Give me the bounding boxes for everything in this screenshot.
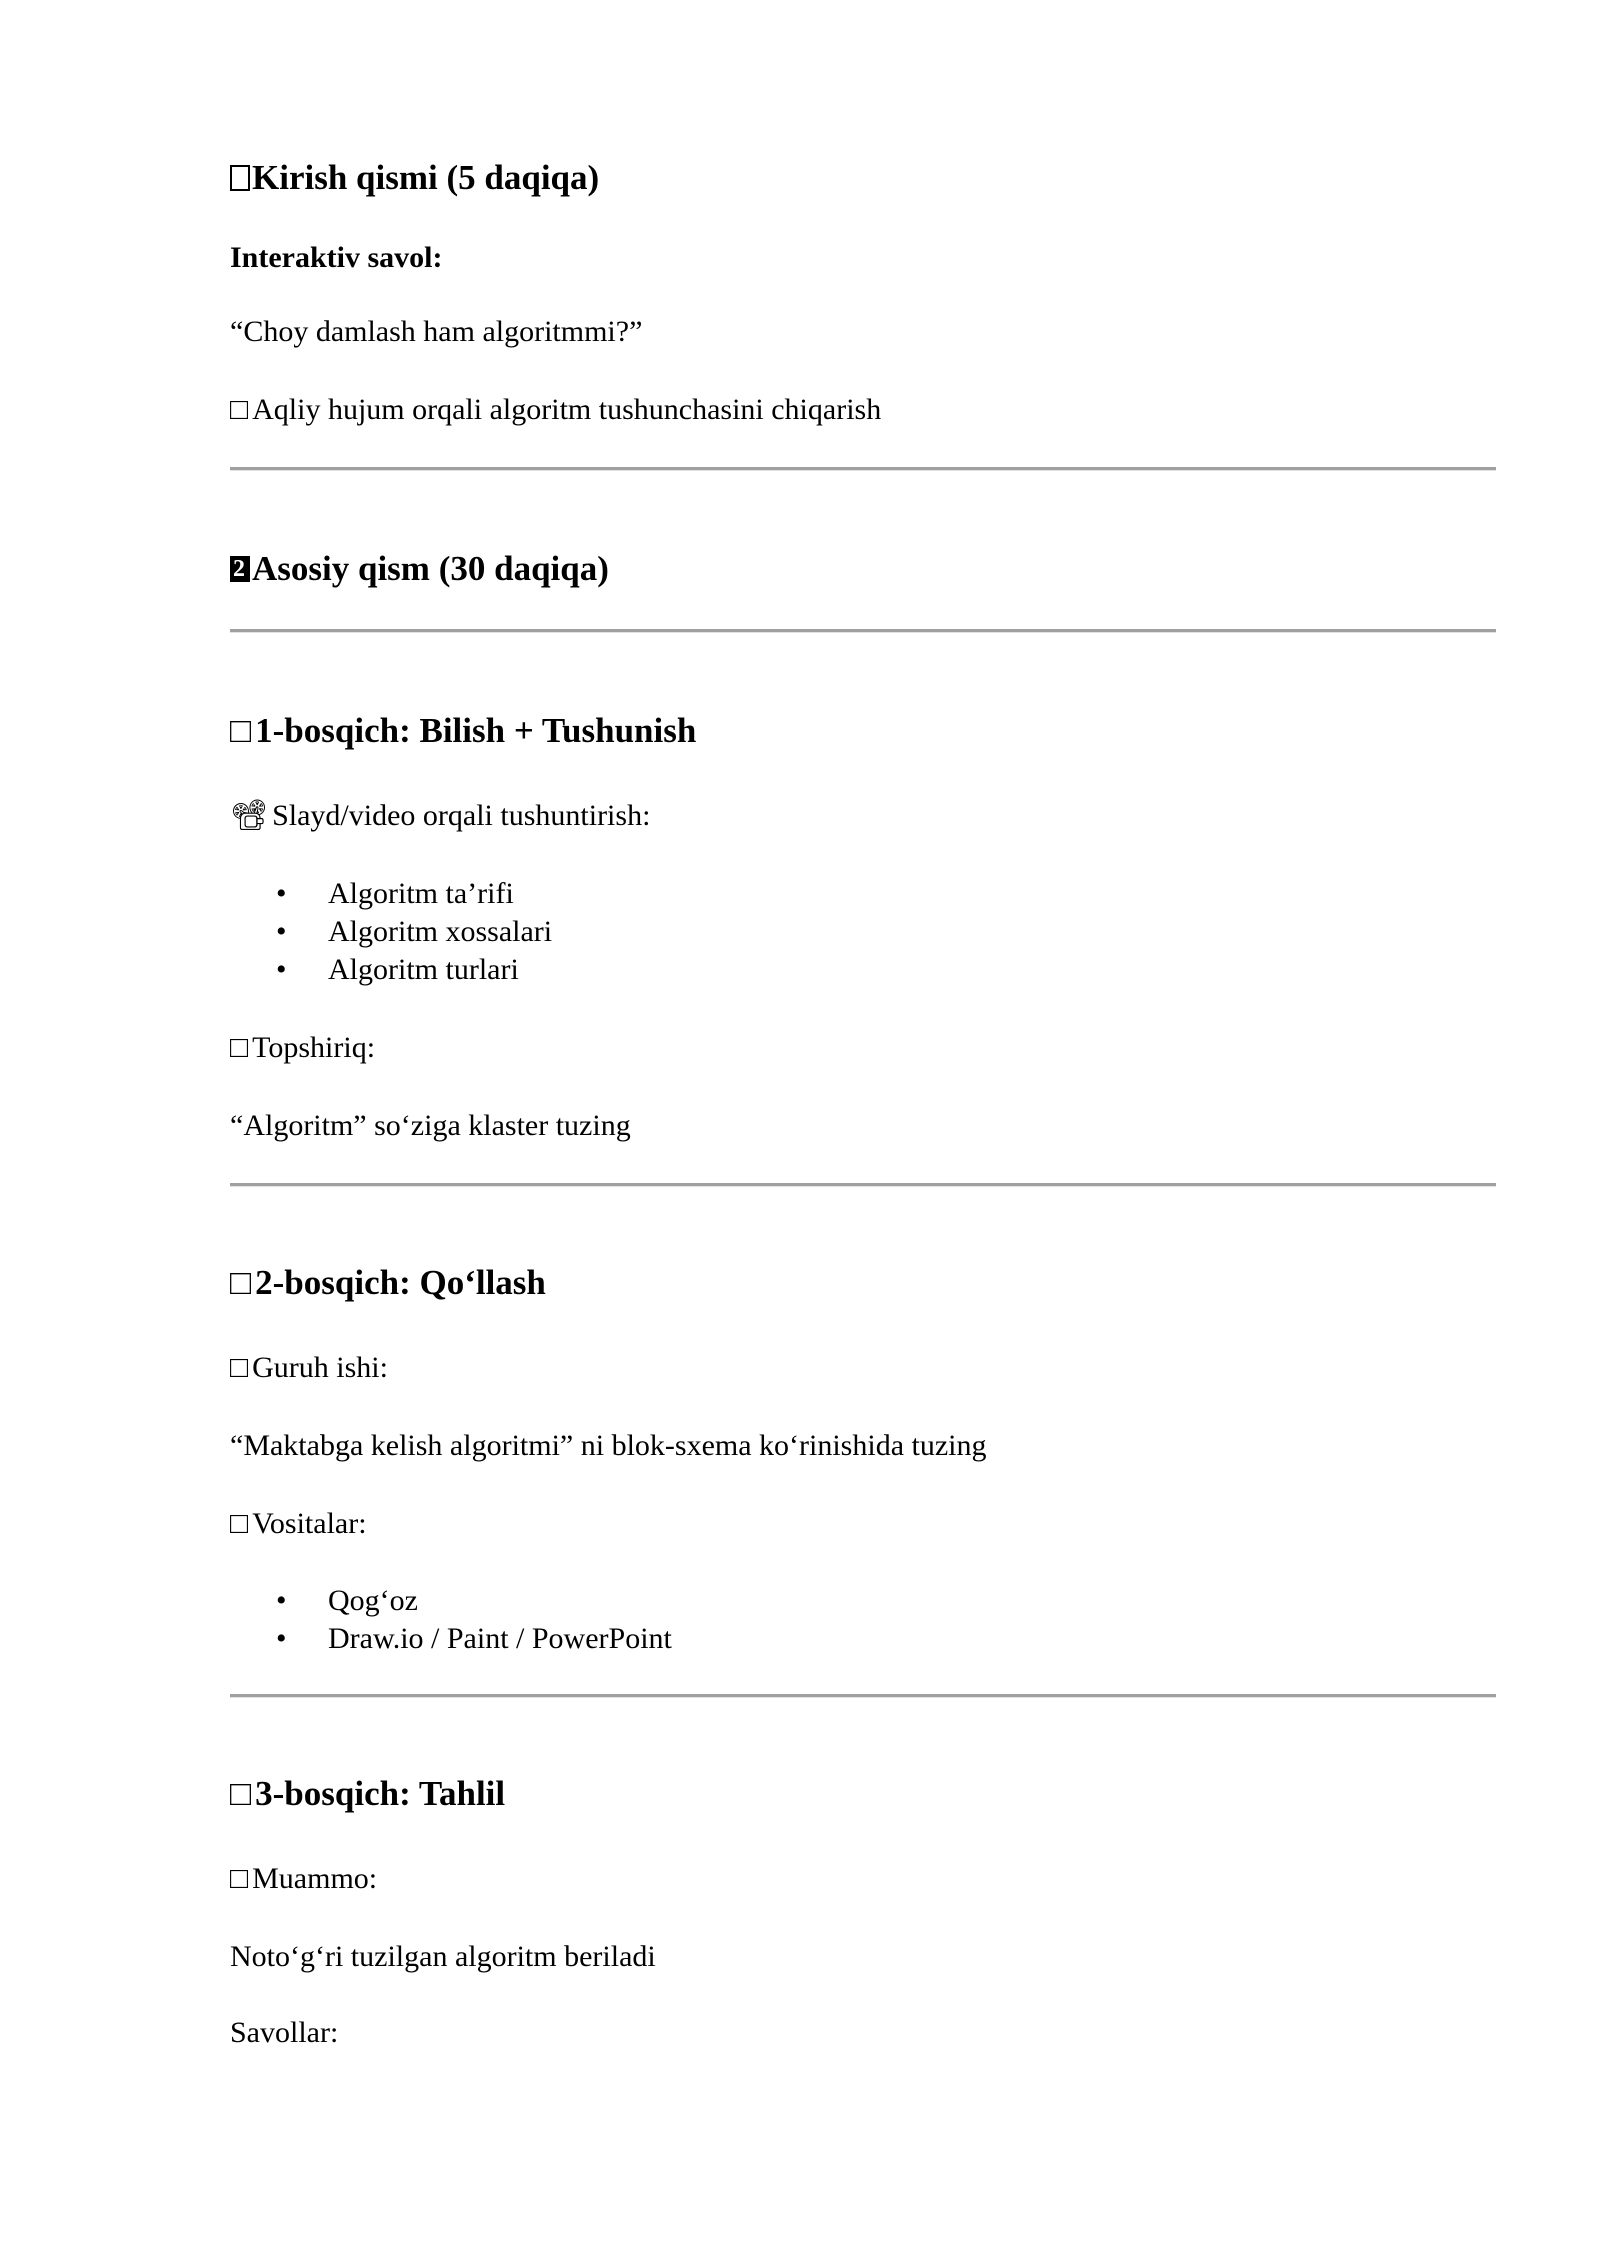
section-heading-asosiy: [230, 548, 609, 590]
list-item-text: Draw.io / Paint / PowerPoint: [328, 1622, 672, 1655]
missing-glyph-icon: □: [230, 1263, 252, 1302]
missing-glyph-icon: □: [230, 1031, 249, 1064]
bullet: •: [276, 953, 287, 986]
stage2-heading: [230, 1262, 546, 1304]
problem-text: Noto‘g‘ri tuzilgan algoritm beriladi: [230, 1940, 656, 1973]
horizontal-rule: [230, 467, 1496, 471]
list-item: [230, 875, 552, 913]
list-item: [230, 951, 552, 989]
missing-glyph-icon: □: [230, 1774, 252, 1813]
stage3-heading: [230, 1773, 505, 1815]
heading-text: Asosiy qism (30 daqiqa): [252, 549, 609, 588]
box-icon: [230, 165, 250, 191]
stage1-list: [230, 875, 552, 989]
note-text: Aqliy hujum orqali algoritm tushunchasini chiqarish: [252, 393, 882, 426]
horizontal-rule: [230, 1694, 1496, 1698]
question-text: “Choy damlash ham algoritmmi?”: [230, 315, 643, 348]
media-text: Slayd/video orqali tushuntirish:: [272, 799, 651, 832]
missing-glyph-icon: □: [230, 1351, 249, 1384]
missing-glyph-icon: □: [230, 393, 249, 426]
list-item-text: Algoritm ta’rifi: [328, 877, 514, 910]
questions-label: Savollar:: [230, 2016, 339, 2049]
media-line: [230, 798, 650, 834]
bullet: •: [276, 877, 287, 910]
list-item-text: Qog‘oz: [328, 1584, 418, 1617]
bullet: •: [276, 1622, 287, 1655]
missing-glyph-icon: □: [230, 1507, 249, 1540]
section-heading-kirish: [230, 157, 599, 199]
tools-line: [230, 1506, 367, 1542]
film-projector-icon: 📽: [230, 799, 269, 832]
stage2-tools-list: [230, 1582, 672, 1658]
list-item-text: Algoritm turlari: [328, 953, 519, 986]
task-text: “Algoritm” so‘ziga klaster tuzing: [230, 1109, 631, 1142]
list-item: [230, 1620, 672, 1658]
missing-glyph-icon: □: [230, 711, 252, 750]
problem-label: Muammo:: [252, 1862, 378, 1895]
horizontal-rule: [230, 1183, 1496, 1187]
bullet: •: [276, 1584, 287, 1617]
heading-text: 3-bosqich: Tahlil: [255, 1774, 506, 1813]
list-item-text: Algoritm xossalari: [328, 915, 553, 948]
tools-label: Vositalar:: [252, 1507, 367, 1540]
numbered-box-icon: [230, 556, 250, 582]
bullet: •: [276, 915, 287, 948]
box-number: 2: [233, 556, 245, 582]
group-line: [230, 1350, 388, 1386]
task-line: [230, 1030, 375, 1066]
missing-glyph-icon: □: [230, 1862, 249, 1895]
note-line: [230, 392, 881, 428]
group-label: Guruh ishi:: [252, 1351, 388, 1384]
heading-text: 2-bosqich: Qo‘llash: [255, 1263, 546, 1302]
heading-text: Kirish qismi (5 daqiqa): [252, 158, 600, 197]
stage1-heading: [230, 710, 696, 752]
list-item: [230, 913, 552, 951]
task-label: Topshiriq:: [252, 1031, 376, 1064]
question-label: Interaktiv savol:: [230, 241, 443, 274]
list-item: [230, 1582, 672, 1620]
horizontal-rule: [230, 629, 1496, 633]
problem-line: [230, 1861, 377, 1897]
group-text: “Maktabga kelish algoritmi” ni blok-sxema ko‘rinishida tuzing: [230, 1429, 987, 1462]
heading-text: 1-bosqich: Bilish + Tushunish: [255, 711, 697, 750]
